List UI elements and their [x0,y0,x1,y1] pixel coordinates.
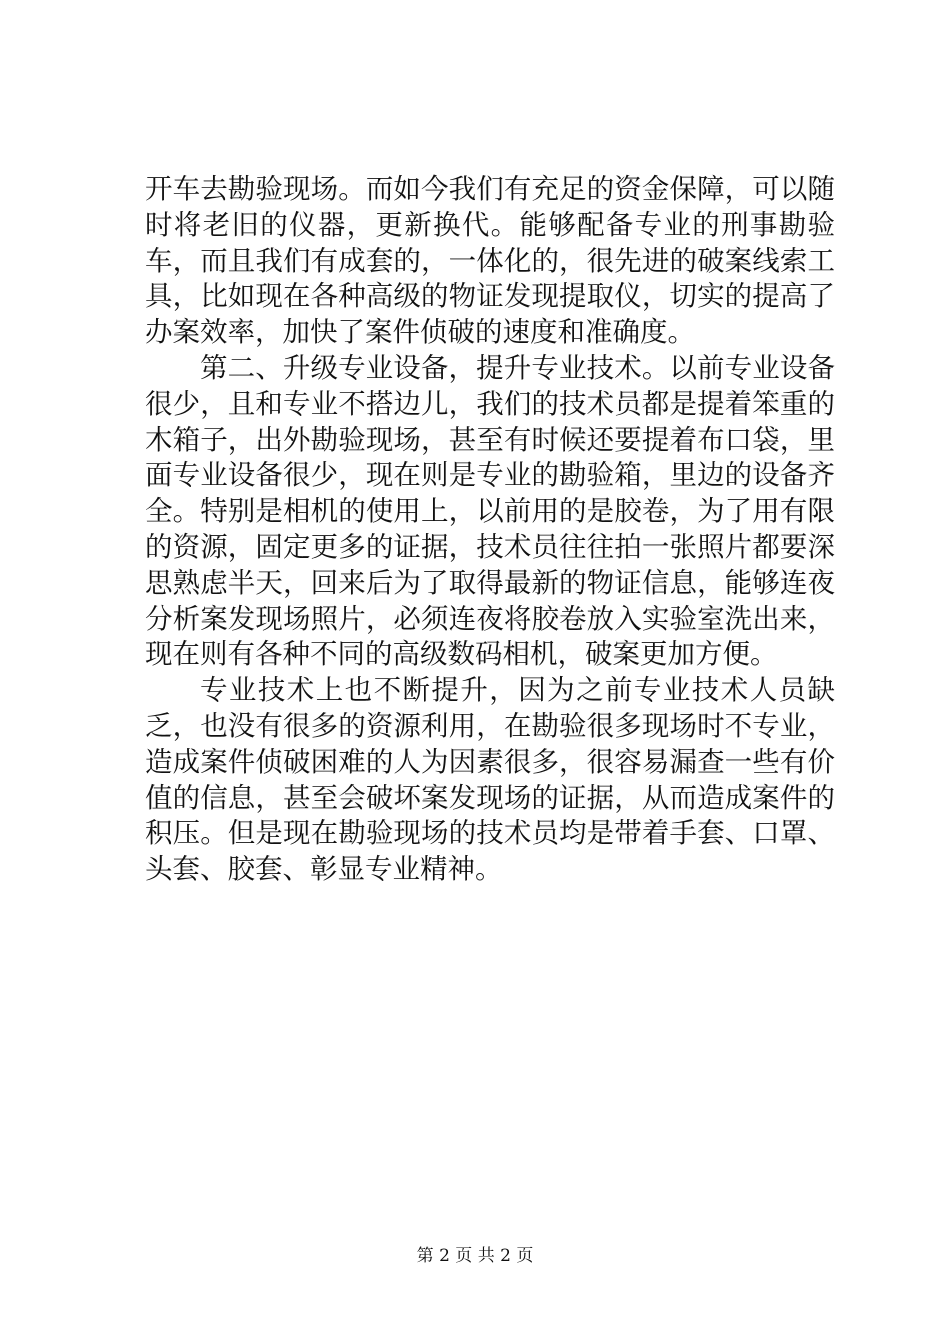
paragraph-professional-skills: 专业技术上也不断提升，因为之前专业技术人员缺乏，也没有很多的资源利用，在勘验很多现场时不专业，造成案件侦破困难的人为因素很多，很容易漏查一些有价值的信息，甚至会破坏案发现场的证据，从而造成案件的积压。但是现在勘验现场的技术员均是带着手套、口罩、头套、胶套、彰显专业精神。 [145,674,835,886]
body-text [145,172,835,888]
paragraph-continuation: 开车去勘验现场。而如今我们有充足的资金保障，可以随时将老旧的仪器，更新换代。能够配备专业的刑事勘验车，而且我们有成套的，一体化的，很先进的破案线索工具，比如现在各种高级的物证发现提取仪，切实的提高了办案效率，加快了案件侦破的速度和准确度。 [145,173,835,349]
page-number-footer: 第 2 页 共 2 页 [416,1246,534,1266]
paragraph-upgrade-equipment: 第二、升级专业设备，提升专业技术。以前专业设备很少，且和专业不搭边儿，我们的技术员都是提着笨重的木箱子，出外勘验现场，甚至有时候还要提着布口袋，里面专业设备很少，现在则是专业的勘验箱，里边的设备齐全。特别是相机的使用上，以前用的是胶卷，为了用有限的资源，固定更多的证据，技术员往往拍一张照片都要深思熟虑半天，回来后为了取得最新的物证信息，能够连夜分析案发现场照片，必须连夜将胶卷放入实验室洗出来，现在则有各种不同的高级数码相机，破案更加方便。 [145,351,835,671]
